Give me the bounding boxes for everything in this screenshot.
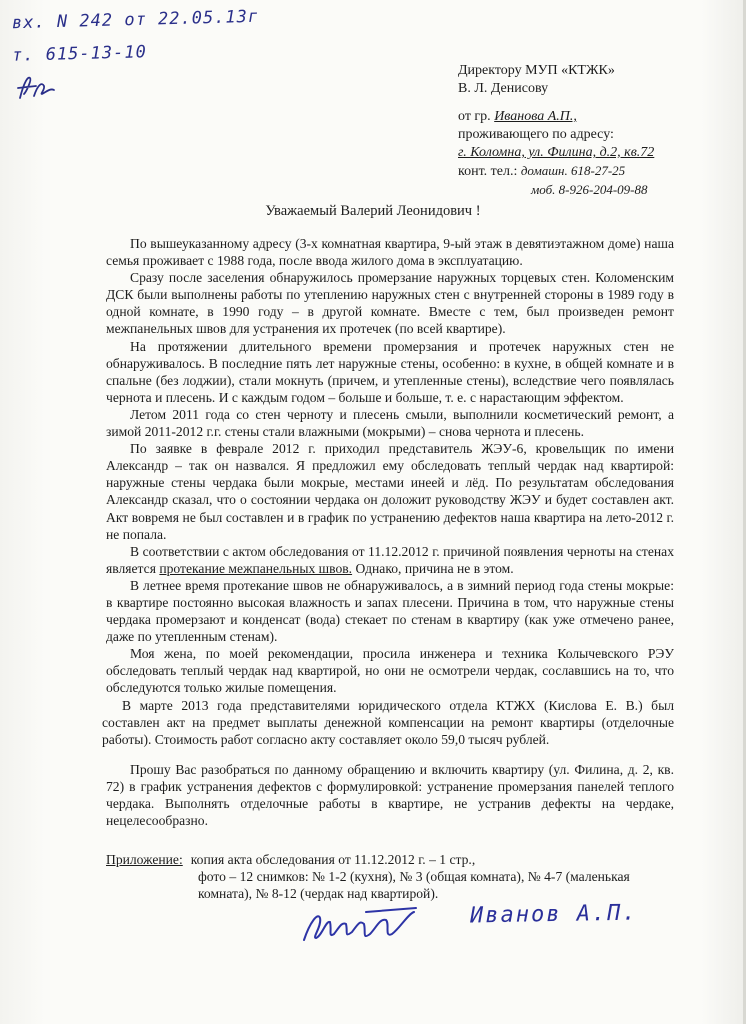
- paragraph: В марте 2013 года представителями юридического отдела КТЖХ (Кислова Е. В.) был составлен акт на предмет выплаты денежной компенсации на ремонт квартиры (отделочные работы). Стоимость работ согласно акту составляет около 59,0 тысяч рублей.: [102, 697, 674, 747]
- handwritten-phone: т. 615-13-10: [11, 42, 148, 66]
- paragraph: Сразу после заселения обнаружилось промерзание наружных торцевых стен. Коломенским ДСК были выполнены работы по утеплению наружных стен с внутренней стороны в 1989 году в одной комнате, в 1990 году – в другой комнате. Вместе с тем, был произведен ремонт межпанельных швов для устранения их протечек (по всей квартире).: [106, 270, 674, 337]
- appendix-block: [106, 851, 676, 902]
- registration-number: вх. N 242 от 22.05.13г: [11, 6, 260, 34]
- paragraph: По вышеуказанному адресу (3-х комнатная квартира, 9-ый этаж в девятиэтажном доме) наша семья проживает с 1988 года, после ввода жилого дома в эксплуатацию.: [106, 236, 674, 269]
- sender-name: Иванова А.П.,: [494, 109, 577, 124]
- residence-label: проживающего по адресу:: [458, 127, 614, 142]
- request-paragraph: Прошу Вас разобраться по данному обращению и включить квартиру (ул. Филина, д. 2, кв. 72) в график устранения дефектов с формулировкой: устранение промерзания панелей теплого чердака. Выполнять отделочные работы в квартире, не устранив дефекты на чердаке, нецелесообразно.: [106, 761, 674, 829]
- recipient-name: В. Л. Денисову: [458, 81, 549, 96]
- paragraph: Моя жена, по моей рекомендации, просила инженера и техника Колычевского РЭУ обследовать теплый чердак над квартирой, но они не осмотрели чердак, сославшись на то, что обследуются только жилые помещения.: [106, 646, 674, 696]
- mobile-phone: моб. 8-926-204-09-88: [531, 182, 648, 197]
- sender-address: г. Коломна, ул. Филина, д.2, кв.72: [458, 145, 655, 160]
- paragraph: По заявке в феврале 2012 г. приходил представитель ЖЭУ-6, кровельщик по имени Александр – так он назвался. Я предложил ему обследовать теплый чердак над квартирой: наружные стены чердака были мокрые, местами инеей и лёд. По результатам обследования Александр сказал, что о состоянии чердака он доложит руководству ЖЭУ и будет составлен акт. Акт вовремя не был составлен и в график по устранению дефектов наша квартира на лето-2012 г. не попала.: [106, 441, 674, 542]
- home-phone: домашн. 618-27-25: [520, 163, 626, 178]
- paragraph: В соответствии с актом обследования от 11.12.2012 г. причиной появления черноты на стенах является протекание межпанельных швов. Однако, причина не в этом.: [106, 543, 674, 576]
- handwritten-initials-mark: [14, 72, 60, 102]
- paragraph: В летнее время протекание швов не обнаруживалось, а в зимний период года стены мокрые: в квартире постоянно высокая влажность и запах плесени. Причина в том, что наружные стены чердака промерзают и конденсат (вода) стекает по стенам в квартиру (как уже отмечено ранее, даже по утепленным стенам).: [106, 577, 674, 645]
- addressee-block: [458, 62, 728, 200]
- appendix-item-act: копия акта обследования от 11.12.2012 г. – 1 стр.,: [190, 852, 476, 867]
- contact-phones: конт. тел.: домашн. 618-27-25: [458, 163, 626, 179]
- appendix-item-photos: фото – 12 снимков: № 1-2 (кухня), № 3 (общая комната), № 4-7 (маленькая комната), № 8-12 (чердак над квартирой).: [198, 869, 630, 902]
- recipient-position: Директору МУП «КТЖК»: [458, 63, 615, 78]
- signature-name: Иванов А.П.: [469, 900, 638, 929]
- paragraph: Летом 2011 года со стен черноту и плесень смыли, выполнили косметический ремонт, а зимой 2011-2012 г.г. стены стали влажными (мокрыми) – снова чернота и плесень.: [106, 406, 674, 440]
- appendix-label: Приложение:: [106, 852, 183, 867]
- underlined-cause: протекание межпанельных швов.: [159, 560, 353, 576]
- sender-line: от гр. Иванова А.П.,: [458, 109, 577, 124]
- paragraph: На протяжении длительного времени промерзания и протечек наружных стен не обнаруживалось. В последние пять лет наружные стены, особенно: в кухне, в общей комнате и в спальне (без лоджии), стали мокнуть (причем, и утепленные стены), вследствие чего появлялась чернота и плесень. И с каждым годом – больше и больше, т. е. с нарастающим эффектом.: [106, 338, 674, 405]
- salutation: Уважаемый Валерий Леонидович !: [265, 203, 481, 219]
- letter-body: [102, 235, 674, 829]
